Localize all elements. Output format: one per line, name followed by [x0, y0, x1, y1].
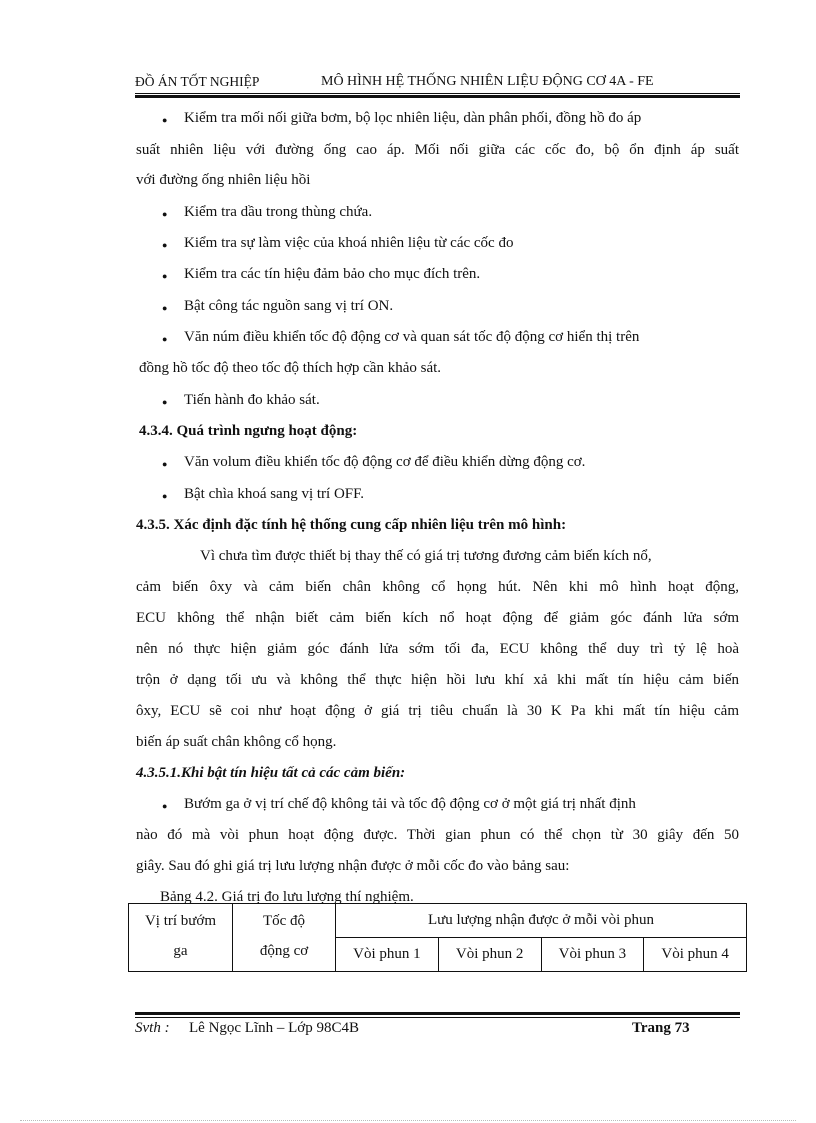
table-subheader: Vòi phun 1 [336, 938, 439, 972]
bullet-item [136, 204, 739, 228]
table-subheader: Vòi phun 2 [438, 938, 541, 972]
bullet-item [136, 796, 739, 820]
text-line: giây. Sau đó ghi giá trị lưu lượng nhận được ở mỗi cốc đo vào bảng sau: [136, 858, 570, 874]
bullet-item [136, 486, 739, 510]
bullet-text: Tiến hành đo khảo sát. [184, 392, 320, 408]
bullet-item [136, 392, 739, 416]
header-right: MÔ HÌNH HỆ THỐNG NHIÊN LIỆU ĐỘNG CƠ 4A - FE [321, 74, 654, 89]
section-heading-4351: 4.3.5.1.Khi bật tín hiệu tất cả các cảm biến: [136, 765, 406, 781]
text-line: đồng hồ tốc độ theo tốc độ thích hợp cần khảo sát. [139, 360, 442, 376]
footer-rule-thin [135, 1017, 740, 1018]
table-caption: Bảng 4.2. Giá trị đo lưu lượng thí nghiệm. [160, 889, 414, 905]
table-subheader: Vòi phun 3 [541, 938, 644, 972]
bullet-icon: ● [162, 209, 168, 219]
text-line: nào đó mà vòi phun hoạt động được. Thời gian phun có thể chọn từ 30 giây đến 50 [136, 827, 739, 843]
table-header-text: Vị trí bướm [144, 913, 217, 929]
bullet-icon: ● [162, 115, 168, 125]
footer-page-number: Trang 73 [632, 1020, 690, 1036]
bullet-text: Văn volum điều khiển tốc độ động cơ để điều khiển dừng động cơ. [184, 454, 586, 470]
bullet-text: Văn núm điều khiển tốc độ động cơ và quan sát tốc độ động cơ hiển thị trên [184, 329, 640, 345]
measurement-table [128, 903, 747, 972]
text-line: ôxy, ECU sẽ coi như hoạt động ở giá trị tiêu chuẩn là 30 K Pa khi mất tín hiệu cảm [136, 703, 739, 719]
bullet-item [136, 235, 739, 259]
bullet-text: Kiểm tra sự làm việc của khoá nhiên liệu từ các cốc đo [184, 235, 514, 251]
text-line: biến áp suất chân không cổ họng. [136, 734, 337, 750]
table-header-text: động cơ [259, 943, 309, 959]
bullet-text: Kiểm tra mối nối giữa bơm, bộ lọc nhiên liệu, dàn phân phối, đồng hồ đo áp [184, 110, 642, 126]
text-line: nên nó thực hiện giảm góc đánh lửa sớm tối đa, ECU không thể duy trì tỷ lệ hoà [136, 641, 739, 657]
bullet-text: Bật chìa khoá sang vị trí OFF. [184, 486, 365, 502]
bullet-icon: ● [162, 801, 168, 811]
text-line: ECU không thể nhận biết cảm biến kích nổ hoạt động để giảm góc đánh lửa sớm [136, 610, 739, 626]
header-left: ĐỒ ÁN TỐT NGHIỆP [135, 74, 260, 89]
bullet-icon: ● [162, 334, 168, 344]
text-line: cảm biến ôxy và cảm biến chân không cổ họng hút. Nên khi mô hình hoạt động, [136, 579, 739, 595]
table-header-cell [233, 904, 336, 972]
header-rule-thick [135, 95, 740, 98]
bullet-icon: ● [162, 271, 168, 281]
page-boundary-line [20, 1120, 796, 1121]
bullet-text: Bướm ga ở vị trí chế độ không tải và tốc độ động cơ ở một giá trị nhất định [184, 796, 636, 812]
table-header-text: ga [173, 943, 188, 959]
text-line: Vì chưa tìm được thiết bị thay thế có giá trị tương đương cảm biến kích nổ, [200, 548, 652, 564]
bullet-item [136, 110, 739, 134]
table-header-cell [129, 904, 233, 972]
footer-rule-thick [135, 1012, 740, 1015]
bullet-text: Kiểm tra dầu trong thùng chứa. [184, 204, 373, 220]
footer-svth-label: Svth : [135, 1020, 170, 1036]
table-subheader: Vòi phun 4 [644, 938, 747, 972]
bullet-icon: ● [162, 397, 168, 407]
text-line: suất nhiên liệu với đường ống cao áp. Mối nối giữa các cốc đo, bộ ổn định áp suất [136, 142, 739, 158]
bullet-icon: ● [162, 459, 168, 469]
table-group-header: Lưu lượng nhận được ở mỗi vòi phun [336, 904, 747, 938]
text-line: trộn ở dạng tối ưu và không thể thực hiện hồi lưu khí xả khi mất tín hiệu cảm biến [136, 672, 739, 688]
table-header-text: Tốc độ [262, 913, 306, 929]
text-line: với đường ống nhiên liệu hồi [136, 172, 311, 188]
bullet-icon: ● [162, 240, 168, 250]
section-heading-435: 4.3.5. Xác định đặc tính hệ thống cung cấp nhiên liệu trên mô hình: [136, 517, 567, 533]
bullet-item [136, 298, 739, 322]
section-heading-434: 4.3.4. Quá trình ngưng hoạt động: [139, 423, 358, 439]
bullet-text: Bật công tác nguồn sang vị trí ON. [184, 298, 394, 314]
bullet-text: Kiểm tra các tín hiệu đảm bảo cho mục đích trên. [184, 266, 481, 282]
footer-author: Lê Ngọc Lĩnh – Lớp 98C4B [189, 1020, 359, 1036]
bullet-icon: ● [162, 491, 168, 501]
bullet-item [136, 454, 739, 478]
bullet-item [136, 266, 739, 290]
page-header [135, 70, 740, 90]
bullet-item [136, 329, 739, 353]
bullet-icon: ● [162, 303, 168, 313]
header-rule-thin [135, 93, 740, 94]
